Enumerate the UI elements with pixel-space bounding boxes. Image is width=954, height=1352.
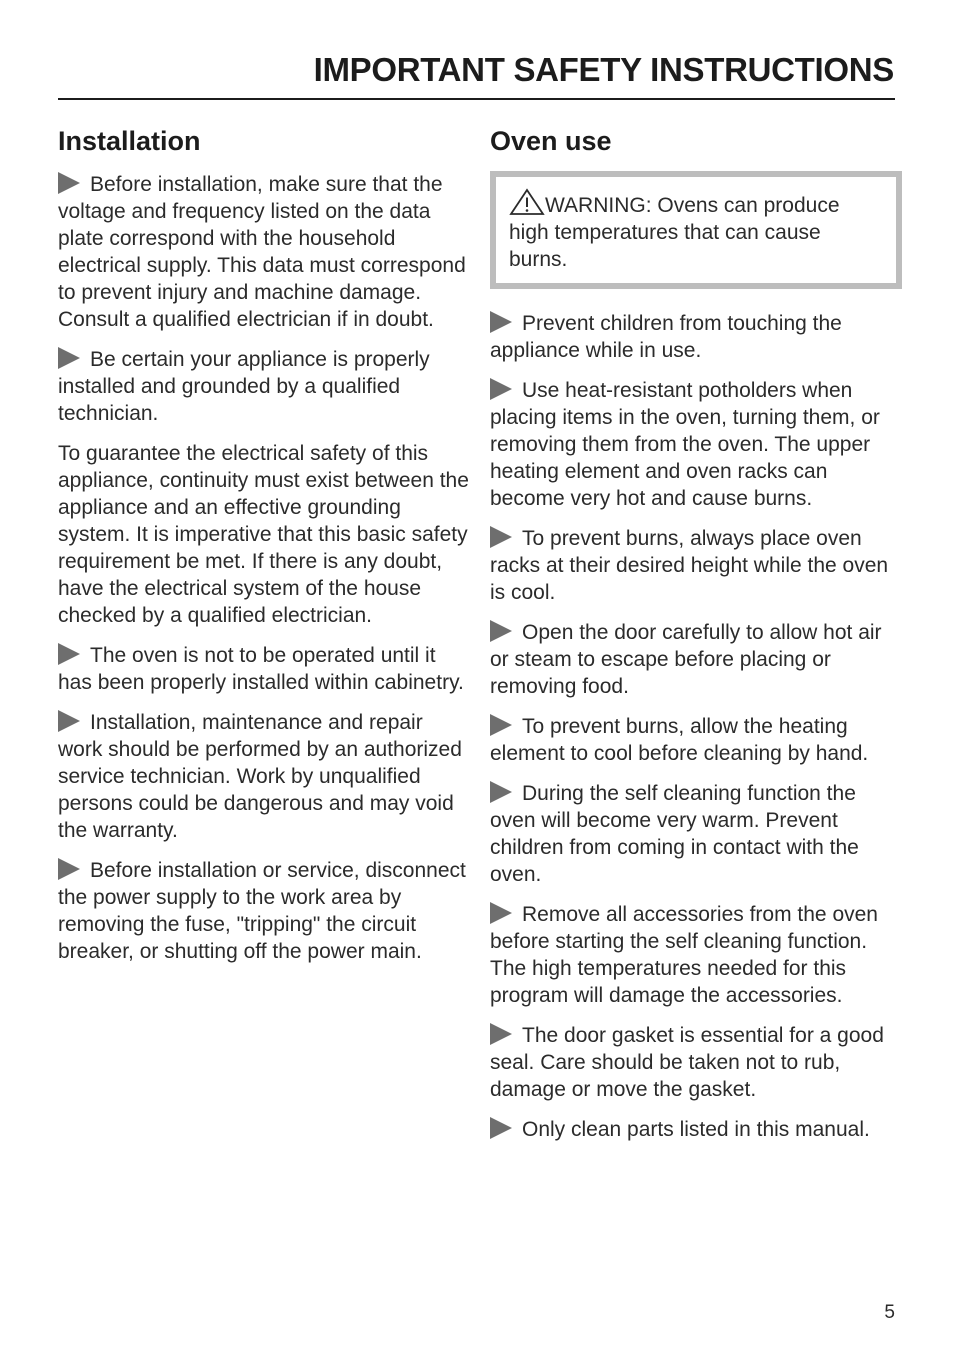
installation-item-text: Before installation or service, disconnect the power supply to the work area by removing the fuse, "tripping" the circuit breaker, or shutting off the power main. (58, 859, 466, 963)
bullet-arrow-icon (490, 620, 512, 642)
oven-use-item-text: During the self cleaning function the oven will become very warm. Prevent children from coming in contact with the oven. (490, 782, 859, 886)
bullet-arrow-icon (490, 781, 512, 803)
bullet-arrow-icon (58, 710, 80, 732)
warning-text: WARNING: Ovens can produce high temperatures that can cause burns. (509, 194, 840, 271)
oven-use-item (490, 780, 902, 888)
installation-item (58, 709, 470, 844)
oven-use-item (490, 713, 902, 767)
oven-use-item-text: Prevent children from touching the appliance while in use. (490, 312, 842, 362)
installation-item (58, 642, 470, 696)
bullet-arrow-icon (490, 311, 512, 333)
bullet-arrow-icon (58, 643, 80, 665)
installation-item-text: Before installation, make sure that the voltage and frequency listed on the data plate correspond with the household electrical supply. This data must correspond to prevent injury and machine damage. Consult a qualified electrician if in doubt. (58, 173, 466, 331)
installation-item-text: Installation, maintenance and repair work should be performed by an authorized service technician. Work by unqualified persons could be dangerous and may void the warranty. (58, 711, 462, 842)
bullet-arrow-icon (58, 172, 80, 194)
warning-box (490, 171, 902, 289)
warning-triangle-icon (509, 188, 545, 216)
bullet-arrow-icon (490, 526, 512, 548)
title-divider (58, 98, 895, 100)
oven-use-item-text: The door gasket is essential for a good seal. Care should be taken not to rub, damage or move the gasket. (490, 1024, 884, 1101)
oven-use-heading: Oven use (490, 126, 612, 156)
oven-use-section (490, 123, 902, 1156)
bullet-arrow-icon (490, 714, 512, 736)
page-number: 5 (884, 1302, 895, 1323)
installation-item (58, 171, 470, 333)
oven-use-item-text: Open the door carefully to allow hot air or steam to escape before placing or removing food. (490, 621, 882, 698)
oven-use-item (490, 1116, 902, 1143)
bullet-arrow-icon (490, 902, 512, 924)
oven-use-item (490, 619, 902, 700)
bullet-arrow-icon (58, 858, 80, 880)
oven-use-item (490, 901, 902, 1009)
installation-item (58, 346, 470, 427)
oven-use-item (490, 310, 902, 364)
oven-use-item-text: Remove all accessories from the oven before starting the self cleaning function. The high temperatures needed for this program will damage the accessories. (490, 903, 878, 1007)
page-title: IMPORTANT SAFETY INSTRUCTIONS (313, 51, 894, 88)
installation-paragraph-text: To guarantee the electrical safety of this appliance, continuity must exist between the appliance and an effective grounding system. It is imperative that this basic safety requirement be met. If there is any doubt, have the electrical system of the house checked by a qualified electrician. (58, 442, 469, 627)
oven-use-item (490, 1022, 902, 1103)
oven-use-item-text: Only clean parts listed in this manual. (522, 1118, 870, 1141)
oven-use-item (490, 377, 902, 512)
installation-paragraph (58, 440, 470, 629)
bullet-arrow-icon (490, 378, 512, 400)
oven-use-item-text: To prevent burns, always place oven racks at their desired height while the oven is cool. (490, 527, 889, 604)
installation-heading: Installation (58, 126, 201, 156)
oven-use-item-text: Use heat-resistant potholders when placing items in the oven, turning them, or removing them from the oven. The upper heating element and oven racks can become very hot and cause burns. (490, 379, 880, 510)
bullet-arrow-icon (490, 1117, 512, 1139)
bullet-arrow-icon (58, 347, 80, 369)
oven-use-item (490, 525, 902, 606)
installation-item-text: The oven is not to be operated until it has been properly installed within cabinetry. (58, 644, 464, 694)
bullet-arrow-icon (490, 1023, 512, 1045)
oven-use-item-text: To prevent burns, allow the heating element to cool before cleaning by hand. (490, 715, 869, 765)
installation-item (58, 857, 470, 965)
installation-item-text: Be certain your appliance is properly installed and grounded by a qualified technician. (58, 348, 430, 425)
installation-section (58, 123, 470, 978)
